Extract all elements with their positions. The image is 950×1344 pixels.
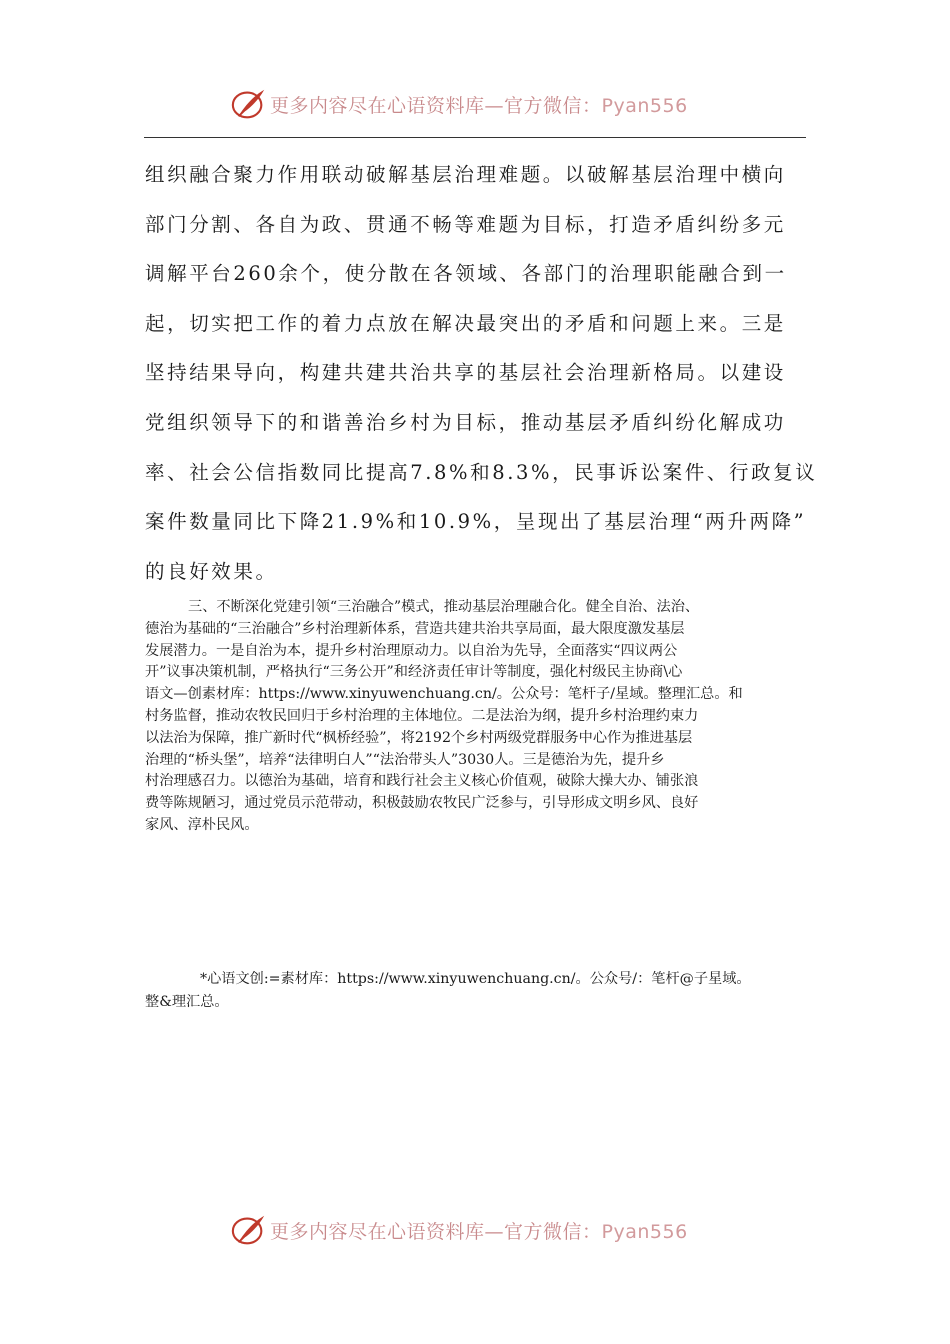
small-line: 治理的“桥头堡”，培养“法律明白人”“法治带头人”3030人。三是德治为先，提升乡: [145, 751, 665, 768]
source-note: [145, 968, 815, 1014]
small-line: 村治理感召力。以德治为基础，培育和践行社会主义核心价值观，破除大操大办、铺张浪: [145, 773, 699, 790]
large-line: 调解平台260余个，使分散在各领域、各部门的治理职能融合到一: [145, 262, 787, 286]
footer-banner: [230, 1208, 688, 1252]
banner-wechat-id: Pyan556: [601, 94, 688, 117]
banner-official: 官方微信：: [504, 94, 602, 117]
header-banner: [230, 82, 688, 126]
section-three-paragraph: [145, 597, 815, 837]
banner-wechat-id: Pyan556: [601, 1220, 688, 1243]
banner-dash: —: [484, 1220, 505, 1243]
banner-site: 更多内容尽在心语资料库: [270, 1220, 485, 1243]
note-line: *心语文创:=素材库：https://www.xinyuwenchuang.cn/。公众号/：笔杆@子星域。: [200, 971, 751, 987]
small-line: 三、不断深化党建引领“三治融合”模式，推动基层治理融合化。健全自治、法治、: [188, 599, 700, 615]
small-line: 德治为基础的“三治融合”乡村治理新体系，营造共建共治共享局面，最大限度激发基层: [145, 620, 685, 637]
banner-text: [270, 91, 688, 118]
large-line: 组织融合聚力作用联动破解基层治理难题。以破解基层治理中横向: [145, 163, 786, 186]
small-line: 村务监督，推动农牧民回归于乡村治理的主体地位。二是法治为纲，提升乡村治理约束力: [145, 707, 699, 724]
small-line: 家风、淳朴民风。: [145, 816, 259, 833]
large-line: 部门分割、各自为政、贯通不畅等难题为目标，打造矛盾纠纷多元: [145, 212, 786, 236]
banner-text: [270, 1217, 688, 1244]
quill-pen-logo-icon: [230, 1211, 268, 1249]
large-line: 的良好效果。: [145, 559, 278, 583]
large-line: 起，切实把工作的着力点放在解决最突出的矛盾和问题上来。三是: [145, 311, 786, 335]
small-line: 发展潜力。一是自治为本，提升乡村治理原动力。以自治为先导，全面落实“四议两公: [145, 642, 678, 659]
large-paragraph: [145, 150, 818, 596]
banner-site: 更多内容尽在心语资料库: [270, 94, 485, 117]
large-line: 率、社会公信指数同比提高7.8%和8.3%，民事诉讼案件、行政复议: [145, 460, 818, 484]
note-line: 整&理汇总。: [145, 994, 229, 1010]
header-divider: [144, 137, 806, 138]
large-line: 党组织领导下的和谐善治乡村为目标，推动基层矛盾纠纷化解成功: [145, 410, 786, 434]
large-line: 坚持结果导向，构建共建共治共享的基层社会治理新格局。以建设: [145, 361, 786, 385]
small-line: 语文—创素材库：https://www.xinyuwenchuang.cn/。公众号：笔杆子/星域。整理汇总。和: [145, 686, 743, 703]
banner-official: 官方微信：: [504, 1220, 602, 1243]
large-line: 案件数量同比下降21.9%和10.9%，呈现出了基层治理“两升两降”: [145, 510, 807, 534]
banner-dash: —: [484, 94, 505, 117]
quill-pen-logo-icon: [230, 85, 268, 123]
small-line: 开”议事决策机制，严格执行“三务公开”和经济责任审计等制度，强化村级民主协商\心: [145, 664, 683, 681]
small-line: 费等陈规陋习，通过党员示范带动，积极鼓励农牧民广泛参与，引导形成文明乡风、良好: [145, 795, 699, 812]
small-line: 以法治为保障，推广新时代“枫桥经验”，将2192个乡村两级党群服务中心作为推进基层: [145, 729, 693, 746]
